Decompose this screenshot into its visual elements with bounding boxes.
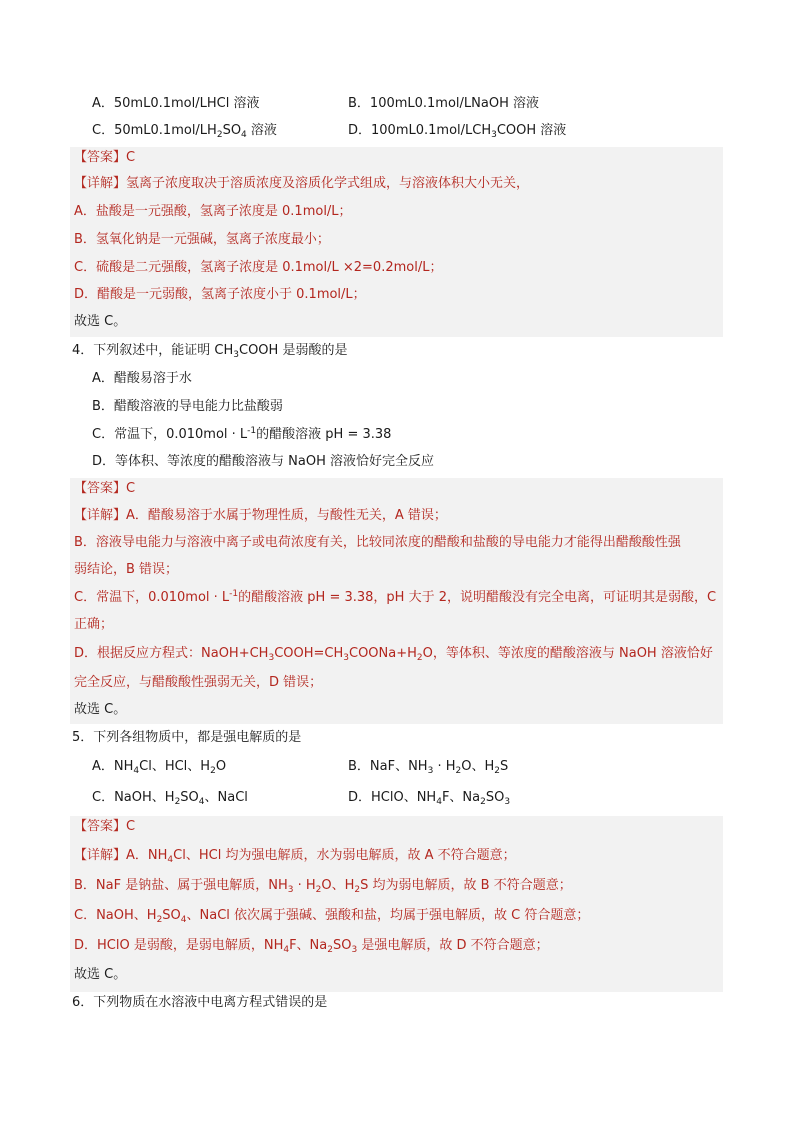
q3-conclusion: 故选 C。 — [74, 314, 127, 329]
q5-answer-box — [70, 816, 723, 992]
q5-stem: 5．下列各组物质中，都是强电解质的是 — [72, 730, 302, 745]
q4-stem: 4．下列叙述中，能证明 $CH_3COOH$ 是弱酸的是 — [72, 343, 348, 360]
q4-detail-a: 【详解】A．醋酸易溶于水属于物理性质，与酸性无关，A 错误； — [74, 508, 447, 523]
q5-option-c: C．NaOH、$H_2SO_4$、NaCl — [92, 790, 248, 807]
q4-detail-c-line1: C．常温下，$0.010mol \cdot L^{-1}$的醋酸溶液 pH = 3.38，pH 大于 2，说明醋酸没有完全电离，可证明其是弱酸，C — [74, 589, 717, 605]
q4-option-d: D．等体积、等浓度的醋酸溶液与 NaOH 溶液恰好完全反应 — [92, 454, 434, 469]
q4-option-a: A．醋酸易溶于水 — [92, 371, 192, 386]
q4-detail-c-line2: 正确； — [74, 617, 114, 632]
q5-option-a: A．$NH_4Cl$、HCl、$H_2O$ — [92, 759, 227, 776]
q4-conclusion: 故选 C。 — [74, 702, 127, 717]
q3-answer: 【答案】C — [74, 150, 136, 165]
q5-conclusion: 故选 C。 — [74, 967, 127, 982]
q4-option-b: B．醋酸溶液的导电能力比盐酸弱 — [92, 399, 283, 414]
q5-option-d: D．HClO、$NH_4F$、$Na_2SO_3$ — [348, 790, 511, 807]
q3-detail-b: B．氢氧化钠是一元强碱，氢离子浓度最小； — [74, 232, 330, 247]
q3-detail-d: D．醋酸是一元弱酸，氢离子浓度小于 0.1mol/L； — [74, 287, 366, 302]
q5-answer: 【答案】C — [74, 819, 136, 834]
q4-detail-d-line1: D．根据反应方程式：$NaOH+CH_3COOH=CH_3COONa+H_2O$，等体积、等浓度的醋酸溶液与 NaOH 溶液恰好 — [74, 646, 713, 663]
q3-option-d: D．$100mL0.1mol/LCH_3COOH$ 溶液 — [348, 123, 567, 140]
q4-detail-b-line1: B．溶液导电能力与溶液中离子或电荷浓度有关，比较同浓度的醋酸和盐酸的导电能力才能得出醋酸酸性强 — [74, 535, 681, 550]
q4-option-c: C．常温下，$0.010mol \cdot L^{-1}$的醋酸溶液 pH = 3.38 — [92, 426, 392, 442]
q3-option-c: C．$50mL0.1mol/LH_2SO_4$ 溶液 — [92, 123, 277, 140]
q3-detail-a: A．盐酸是一元强酸，氢离子浓度是 0.1mol/L； — [74, 204, 352, 219]
q3-option-b: B．100mL0.1mol/LNaOH 溶液 — [348, 96, 540, 111]
q3-detail-intro: 【详解】氢离子浓度取决于溶质浓度及溶质化学式组成，与溶液体积大小无关， — [74, 176, 530, 191]
q5-detail-b: B．NaF 是钠盐、属于强电解质，$NH_3 \cdot H_2O$、$H_2S$ 均为弱电解质，故 B 不符合题意； — [74, 878, 572, 895]
q5-detail-a: 【详解】A．$NH_4Cl$、HCl 均为强电解质，水为弱电解质，故 A 不符合题意； — [74, 848, 516, 865]
q5-option-b: B．NaF、$NH_3 \cdot H_2O$、$H_2S$ — [348, 759, 509, 776]
q4-detail-d-line2: 完全反应，与醋酸酸性强弱无关，D 错误； — [74, 675, 323, 690]
q3-option-a: A．50mL0.1mol/LHCl 溶液 — [92, 96, 260, 111]
q4-detail-b-line2: 弱结论，B 错误； — [74, 562, 179, 577]
q6-stem: 6．下列物质在水溶液中电离方程式错误的是 — [72, 995, 328, 1010]
q5-detail-c: C．NaOH、$H_2SO_4$、NaCl 依次属于强碱、强酸和盐，均属于强电解质，故 C 符合题意； — [74, 908, 590, 925]
q5-detail-d: D．HClO 是弱酸，是弱电解质，$NH_4F$、$Na_2SO_3$ 是强电解质，故 D 不符合题意； — [74, 938, 549, 955]
q4-answer: 【答案】C — [74, 481, 136, 496]
q3-detail-c: C．硫酸是二元强酸，氢离子浓度是 0.1mol/L ×2=0.2mol/L； — [74, 260, 443, 275]
